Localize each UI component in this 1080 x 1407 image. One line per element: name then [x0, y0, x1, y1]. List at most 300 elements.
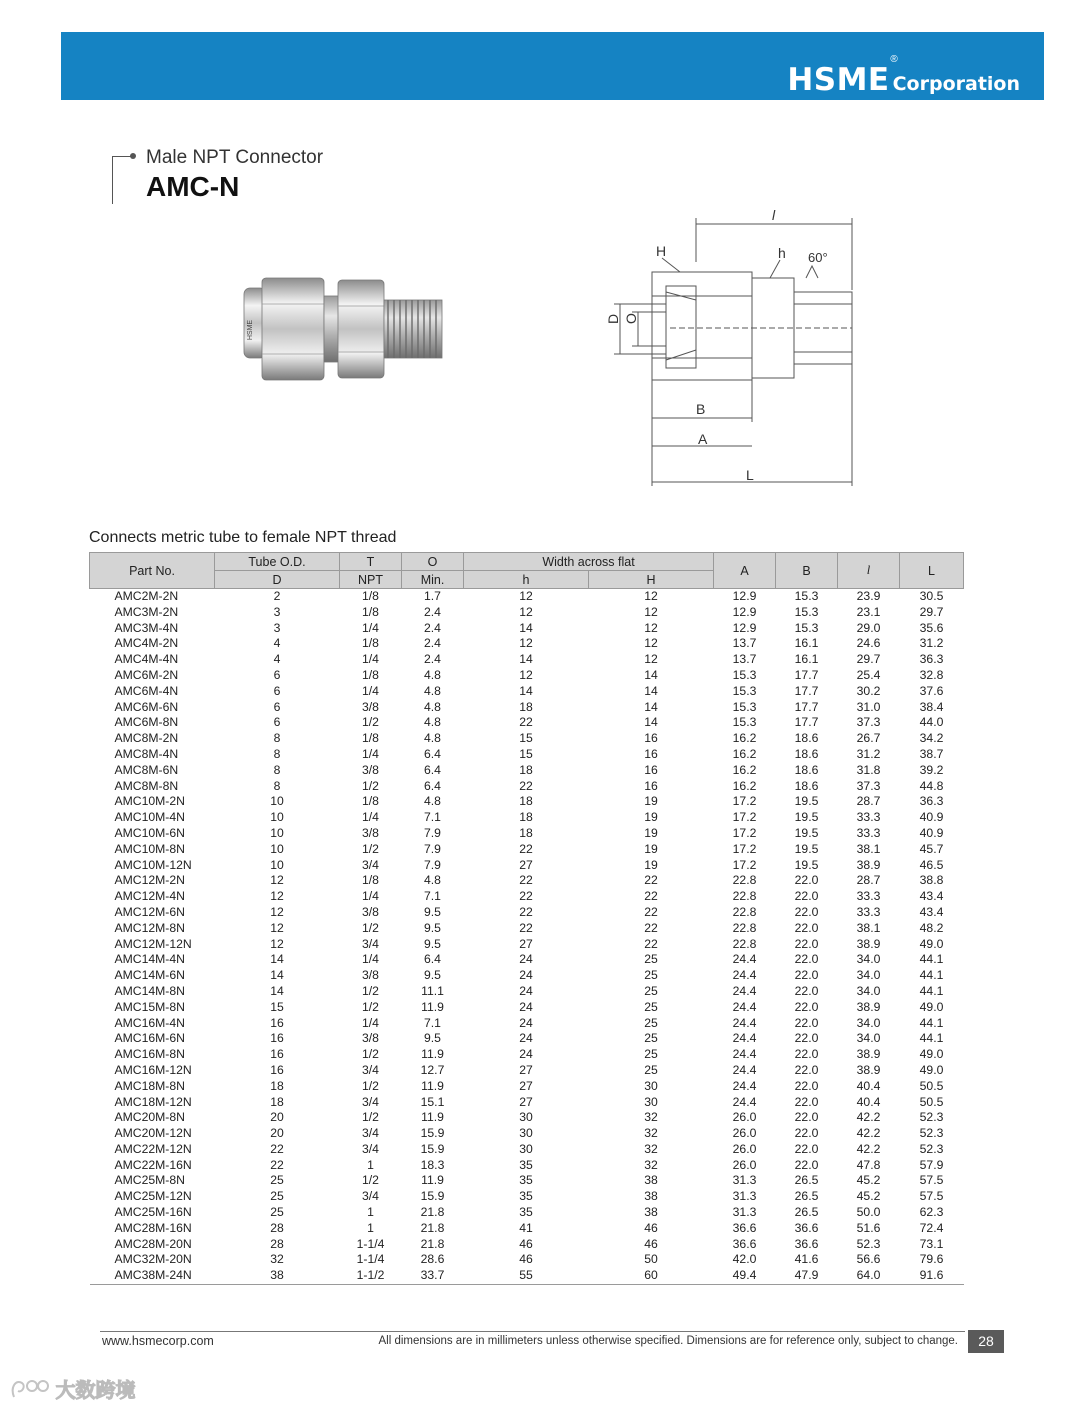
table-cell: 22.8 — [732, 873, 757, 888]
table-cell: 16.1 — [794, 652, 819, 667]
table-cell: 12 — [519, 604, 533, 619]
table-row — [90, 747, 964, 763]
table-cell: 24 — [519, 1047, 533, 1062]
table-cell: 22 — [519, 715, 533, 730]
table-cell: 42.2 — [856, 1126, 881, 1141]
table-cell: 25 — [644, 999, 658, 1014]
table-cell: 26.0 — [732, 1141, 757, 1156]
part-number-cell: AMC6M-8N — [114, 715, 179, 730]
table-cell: 18 — [270, 1094, 284, 1109]
dim-label-l-small: l — [772, 207, 776, 223]
table-cell: 33.7 — [402, 1268, 464, 1284]
table-cell: 36.6 — [732, 1220, 757, 1235]
header-h-small: h — [464, 571, 589, 589]
table-cell: 1/2 — [362, 1047, 379, 1062]
part-number-cell: AMC10M-6N — [114, 825, 185, 840]
table-cell: 15.3 — [732, 699, 757, 714]
table-cell: 36.6 — [794, 1220, 819, 1235]
table-cell: 25 — [644, 983, 658, 998]
table-cell: 19.5 — [794, 825, 819, 840]
part-number-cell: AMC22M-16N — [114, 1157, 192, 1172]
table-cell: 18.6 — [794, 762, 819, 777]
table-cell: 4.8 — [424, 731, 441, 746]
table-cell: 72.4 — [919, 1220, 944, 1235]
table-cell: 1/8 — [362, 589, 379, 603]
table-cell: 14 — [644, 699, 658, 714]
table-cell: 12 — [519, 636, 533, 651]
part-number-cell: AMC25M-8N — [114, 1173, 185, 1188]
table-cell: 22.0 — [794, 983, 819, 998]
table-cell: 25 — [644, 1031, 658, 1046]
table-cell: 22 — [270, 1141, 284, 1156]
table-cell: 31.2 — [856, 746, 881, 761]
table-cell: 35 — [519, 1189, 533, 1204]
table-cell: 24.4 — [732, 952, 757, 967]
table-cell: 56.6 — [856, 1252, 881, 1267]
table-cell: 25 — [644, 1062, 658, 1077]
table-cell: 22.0 — [794, 1110, 819, 1125]
brand-main: HSME — [787, 62, 890, 98]
table-cell: 1.7 — [424, 589, 441, 603]
table-cell: 34.0 — [856, 1031, 881, 1046]
table-row — [90, 984, 964, 1000]
table-cell: 18.6 — [794, 778, 819, 793]
table-cell: 49.4 — [714, 1268, 776, 1284]
table-cell: 44.1 — [919, 1031, 944, 1046]
table-cell: 24.4 — [732, 968, 757, 983]
table-cell: 46 — [644, 1220, 658, 1235]
table-row — [90, 826, 964, 842]
table-cell: 25 — [644, 1047, 658, 1062]
table-cell: 1/2 — [362, 1078, 379, 1093]
part-number-cell: AMC12M-12N — [114, 936, 192, 951]
table-cell: 15.9 — [420, 1141, 445, 1156]
table-cell: 22.0 — [794, 1157, 819, 1172]
table-row — [90, 1142, 964, 1158]
table-cell: 6 — [273, 667, 281, 682]
part-number-cell: AMC14M-6N — [114, 968, 185, 983]
table-cell: 14 — [270, 983, 284, 998]
table-cell: 10 — [270, 825, 284, 840]
table-cell: 1/8 — [362, 873, 379, 888]
table-cell: 22.0 — [794, 904, 819, 919]
table-cell: 27 — [519, 936, 533, 951]
table-cell: 1/8 — [362, 794, 379, 809]
table-cell: 6.4 — [424, 952, 441, 967]
brand-sub: Corporation — [892, 73, 1020, 95]
table-cell: 3/4 — [362, 1141, 379, 1156]
table-cell: 26.0 — [732, 1126, 757, 1141]
part-number-cell: AMC4M-2N — [114, 636, 179, 651]
table-cell: 20 — [270, 1126, 284, 1141]
table-cell: 3/8 — [362, 904, 379, 919]
part-number-cell: AMC25M-16N — [114, 1205, 192, 1220]
table-cell: 18.3 — [420, 1157, 445, 1172]
table-cell: 34.0 — [856, 983, 881, 998]
table-cell: 4 — [273, 652, 281, 667]
table-cell: 2.4 — [424, 620, 441, 635]
table-cell: 36.3 — [919, 794, 944, 809]
table-cell: 22.8 — [732, 889, 757, 904]
table-cell: 16 — [270, 1031, 284, 1046]
table-cell: 22 — [519, 889, 533, 904]
table-cell: 44.1 — [919, 1015, 944, 1030]
table-cell: 38.9 — [856, 857, 881, 872]
table-cell: 22.0 — [794, 1047, 819, 1062]
part-number-cell: AMC18M-8N — [114, 1078, 185, 1093]
table-cell: 3/4 — [362, 857, 379, 872]
header-tube-od: Tube O.D. — [215, 553, 340, 571]
table-cell: 3/8 — [362, 1031, 379, 1046]
table-cell: 38 — [644, 1173, 658, 1188]
part-number-cell: AMC6M-2N — [114, 667, 179, 682]
table-cell: 30 — [644, 1078, 658, 1093]
table-cell: 22.8 — [732, 920, 757, 935]
table-cell: 14 — [644, 667, 658, 682]
table-cell: 6 — [273, 715, 281, 730]
table-cell: 30 — [519, 1110, 533, 1125]
table-cell: 38.8 — [919, 873, 944, 888]
part-number-cell: AMC20M-12N — [114, 1126, 192, 1141]
table-cell: 38.7 — [919, 746, 944, 761]
brand-logo — [787, 54, 1020, 98]
table-cell: 17.2 — [732, 857, 757, 872]
table-cell: 10 — [270, 810, 284, 825]
table-cell: 46.5 — [919, 857, 944, 872]
table-cell: 18 — [519, 810, 533, 825]
table-cell: 19 — [644, 825, 658, 840]
table-cell: 1/4 — [362, 746, 379, 761]
table-cell: 16 — [644, 778, 658, 793]
page-number: 28 — [968, 1330, 1004, 1353]
part-number-cell: AMC28M-20N — [114, 1236, 192, 1251]
table-cell: 34.2 — [919, 731, 944, 746]
table-cell: 34.0 — [856, 952, 881, 967]
dim-label-A: A — [698, 431, 708, 447]
header-a: A — [714, 553, 776, 589]
watermark-text: 大数跨境 — [55, 1380, 136, 1402]
table-cell: 22 — [644, 889, 658, 904]
header-l-big: L — [900, 553, 964, 589]
table-cell: 4.8 — [424, 683, 441, 698]
table-cell: 22 — [270, 1157, 284, 1172]
table-cell: 12 — [519, 589, 533, 603]
table-cell: 34.0 — [856, 1015, 881, 1030]
table-cell: 21.8 — [420, 1236, 445, 1251]
header-o-sub: Min. — [402, 571, 464, 589]
table-cell: 12 — [644, 652, 658, 667]
table-cell: 24.4 — [732, 1031, 757, 1046]
table-cell: 1/2 — [362, 1173, 379, 1188]
table-cell: 11.9 — [421, 1110, 444, 1125]
table-cell: 24.4 — [732, 999, 757, 1014]
table-row — [90, 1047, 964, 1063]
footer-url[interactable]: www.hsmecorp.com — [102, 1334, 214, 1348]
table-cell: 15.3 — [794, 604, 819, 619]
table-cell: 22.0 — [794, 968, 819, 983]
table-cell: 12.9 — [732, 589, 757, 603]
table-cell: 16 — [270, 1062, 284, 1077]
table-cell: 22 — [644, 920, 658, 935]
table-cell: 16 — [644, 746, 658, 761]
table-cell: 79.6 — [919, 1252, 944, 1267]
table-cell: 3/4 — [362, 1094, 379, 1109]
table-cell: 57.5 — [919, 1189, 944, 1204]
table-cell: 24 — [519, 1031, 533, 1046]
table-cell: 46 — [644, 1236, 658, 1251]
table-cell: 33.3 — [856, 825, 881, 840]
table-cell: 4 — [273, 636, 281, 651]
table-cell: 1-1/4 — [356, 1236, 385, 1251]
spec-table-body — [90, 589, 964, 1285]
table-cell: 3/4 — [362, 1126, 379, 1141]
table-cell: 32 — [644, 1141, 658, 1156]
table-row — [90, 668, 964, 684]
table-cell: 19 — [644, 841, 658, 856]
table-row — [90, 636, 964, 652]
table-cell: 6 — [273, 699, 281, 714]
table-cell: 1/4 — [362, 620, 379, 635]
table-cell: 26.5 — [794, 1173, 819, 1188]
table-cell: 11.9 — [421, 1078, 444, 1093]
part-number-cell: AMC6M-4N — [114, 683, 179, 698]
table-cell: 11.9 — [421, 1173, 444, 1188]
table-cell: 12 — [270, 889, 284, 904]
dim-label-L: L — [746, 467, 754, 483]
part-number-cell: AMC14M-8N — [114, 983, 185, 998]
table-cell: 24 — [519, 1015, 533, 1030]
table-cell: 24 — [519, 983, 533, 998]
table-cell: 41 — [519, 1220, 533, 1235]
table-cell: 32 — [644, 1157, 658, 1172]
part-number-cell: AMC8M-2N — [114, 731, 179, 746]
table-cell: 24 — [519, 952, 533, 967]
table-cell: 1-1/2 — [340, 1268, 402, 1284]
table-cell: 11.1 — [421, 983, 444, 998]
product-photo — [238, 270, 448, 385]
table-cell: 3/4 — [362, 1062, 379, 1077]
table-cell: 38.9 — [856, 999, 881, 1014]
table-cell: 43.4 — [919, 889, 944, 904]
table-cell: 7.9 — [424, 857, 441, 872]
table-cell: 38.9 — [856, 1062, 881, 1077]
table-cell: 29.0 — [856, 620, 881, 635]
table-cell: 52.3 — [919, 1110, 944, 1125]
table-cell: 27 — [519, 857, 533, 872]
table-cell: 13.7 — [732, 636, 757, 651]
table-cell: 4.8 — [424, 699, 441, 714]
table-cell: 10 — [270, 794, 284, 809]
table-cell: 45.7 — [919, 841, 944, 856]
table-cell: 3 — [273, 604, 281, 619]
table-cell: 22.0 — [794, 920, 819, 935]
table-row — [90, 794, 964, 810]
table-cell: 22.0 — [794, 1062, 819, 1077]
table-cell: 25 — [644, 968, 658, 983]
table-caption: Connects metric tube to female NPT thread — [89, 529, 397, 546]
table-cell: 22 — [644, 904, 658, 919]
table-row — [90, 1000, 964, 1016]
table-cell: 15.3 — [732, 715, 757, 730]
table-cell: 1/4 — [362, 952, 379, 967]
table-cell: 30 — [519, 1141, 533, 1156]
table-row — [90, 684, 964, 700]
table-cell: 26.5 — [794, 1189, 819, 1204]
dim-label-O: O — [623, 313, 639, 324]
table-cell: 8 — [273, 778, 281, 793]
table-cell: 30 — [519, 1126, 533, 1141]
brand-registered: ® — [890, 54, 898, 65]
table-row — [90, 779, 964, 795]
table-cell: 28 — [270, 1220, 284, 1235]
table-cell: 28 — [270, 1236, 284, 1251]
table-cell: 60 — [589, 1268, 714, 1284]
table-cell: 18 — [519, 825, 533, 840]
table-cell: 8 — [273, 731, 281, 746]
table-row — [90, 715, 964, 731]
table-cell: 25 — [644, 952, 658, 967]
table-cell: 10 — [270, 857, 284, 872]
table-cell: 15 — [519, 746, 533, 761]
table-row — [90, 1189, 964, 1205]
table-cell: 16.1 — [794, 636, 819, 651]
table-cell: 4.8 — [424, 794, 441, 809]
part-number-cell: AMC16M-12N — [114, 1062, 192, 1077]
part-number-cell: AMC28M-16N — [114, 1220, 192, 1235]
table-cell: 22 — [519, 904, 533, 919]
table-row — [90, 1205, 964, 1221]
table-cell: 22 — [519, 920, 533, 935]
table-cell: 24.4 — [732, 983, 757, 998]
table-row — [90, 937, 964, 953]
table-cell: 1/2 — [362, 715, 379, 730]
table-cell: 22 — [644, 936, 658, 951]
part-number-cell: AMC10M-4N — [114, 810, 185, 825]
table-cell: 1-1/4 — [356, 1252, 385, 1267]
part-number-cell: AMC18M-12N — [114, 1094, 192, 1109]
table-cell: 40.9 — [919, 825, 944, 840]
table-row — [90, 1237, 964, 1253]
table-cell: 12 — [644, 620, 658, 635]
table-cell: 3 — [273, 620, 281, 635]
table-cell: 28.6 — [420, 1252, 445, 1267]
table-cell: 4.8 — [424, 715, 441, 730]
table-cell: 12 — [270, 920, 284, 935]
table-cell: 46 — [519, 1252, 533, 1267]
table-cell: 26.0 — [732, 1110, 757, 1125]
table-cell: 8 — [273, 746, 281, 761]
table-cell: 7.1 — [424, 810, 441, 825]
table-cell: 14 — [644, 683, 658, 698]
table-row — [90, 731, 964, 747]
table-row — [90, 621, 964, 637]
table-cell: 22.8 — [732, 936, 757, 951]
table-cell: 27 — [519, 1078, 533, 1093]
table-cell: 1/4 — [362, 810, 379, 825]
table-cell: 9.5 — [424, 1031, 441, 1046]
part-number-cell: AMC6M-6N — [114, 699, 179, 714]
part-number-cell: AMC16M-6N — [114, 1031, 185, 1046]
table-cell: 1 — [367, 1205, 374, 1220]
table-cell: 31.8 — [856, 762, 881, 777]
table-cell: 16 — [270, 1015, 284, 1030]
table-cell: 36.6 — [794, 1236, 819, 1251]
table-cell: 1/8 — [362, 636, 379, 651]
part-number-cell: AMC4M-4N — [114, 652, 179, 667]
table-cell: 50.5 — [919, 1094, 944, 1109]
table-cell: 18.6 — [794, 746, 819, 761]
table-cell: 35 — [519, 1173, 533, 1188]
table-cell: 17.2 — [732, 810, 757, 825]
table-cell: 37.3 — [856, 715, 881, 730]
part-number-cell: AMC8M-4N — [114, 746, 179, 761]
table-cell: 22.0 — [794, 952, 819, 967]
table-cell: 55 — [464, 1268, 589, 1284]
table-cell: 12 — [519, 667, 533, 682]
table-cell: 22 — [519, 778, 533, 793]
part-number-cell: AMC16M-4N — [114, 1015, 185, 1030]
table-cell: 11.9 — [421, 1047, 444, 1062]
table-cell: 31.2 — [919, 636, 944, 651]
table-cell: 7.1 — [424, 1015, 441, 1030]
table-cell: 11.9 — [421, 999, 444, 1014]
table-cell: 3/8 — [362, 699, 379, 714]
table-cell: 12.9 — [732, 620, 757, 635]
header-o: O — [402, 553, 464, 571]
table-cell: 23.1 — [856, 604, 881, 619]
table-row — [90, 1063, 964, 1079]
table-cell: 17.2 — [732, 794, 757, 809]
header-bar — [61, 32, 1044, 100]
table-cell: 3/4 — [362, 1189, 379, 1204]
table-cell: 19.5 — [794, 794, 819, 809]
table-cell: 43.4 — [919, 904, 944, 919]
table-cell: 2.4 — [424, 604, 441, 619]
dim-label-H: H — [656, 243, 667, 259]
table-cell: 2.4 — [424, 636, 441, 651]
table-cell: 19.5 — [794, 810, 819, 825]
table-cell: 24 — [519, 999, 533, 1014]
table-cell: 22 — [644, 873, 658, 888]
table-cell: 17.7 — [794, 715, 819, 730]
title-bracket-horizontal — [112, 156, 132, 157]
table-cell: 12 — [270, 873, 284, 888]
table-cell: 49.0 — [919, 1062, 944, 1077]
table-cell: 50.5 — [919, 1078, 944, 1093]
table-cell: 15 — [270, 999, 284, 1014]
table-cell: 25 — [270, 1205, 284, 1220]
table-cell: 12.9 — [732, 604, 757, 619]
table-cell: 1/4 — [362, 889, 379, 904]
table-cell: 22.0 — [794, 1094, 819, 1109]
table-cell: 12 — [270, 904, 284, 919]
part-number-cell: AMC8M-8N — [114, 778, 179, 793]
table-cell: 17.2 — [732, 841, 757, 856]
table-cell: 64.0 — [838, 1268, 900, 1284]
table-row — [90, 873, 964, 889]
table-cell: 2 — [273, 589, 281, 603]
table-cell: 44.8 — [919, 778, 944, 793]
table-cell: 30 — [644, 1094, 658, 1109]
table-cell: 3/4 — [362, 936, 379, 951]
table-row — [90, 1173, 964, 1189]
table-cell: 6 — [273, 683, 281, 698]
table-cell: 1/2 — [362, 920, 379, 935]
table-cell: 37.6 — [919, 683, 944, 698]
table-cell: 12 — [270, 936, 284, 951]
table-cell: 19 — [644, 810, 658, 825]
table-cell: 44.1 — [919, 952, 944, 967]
